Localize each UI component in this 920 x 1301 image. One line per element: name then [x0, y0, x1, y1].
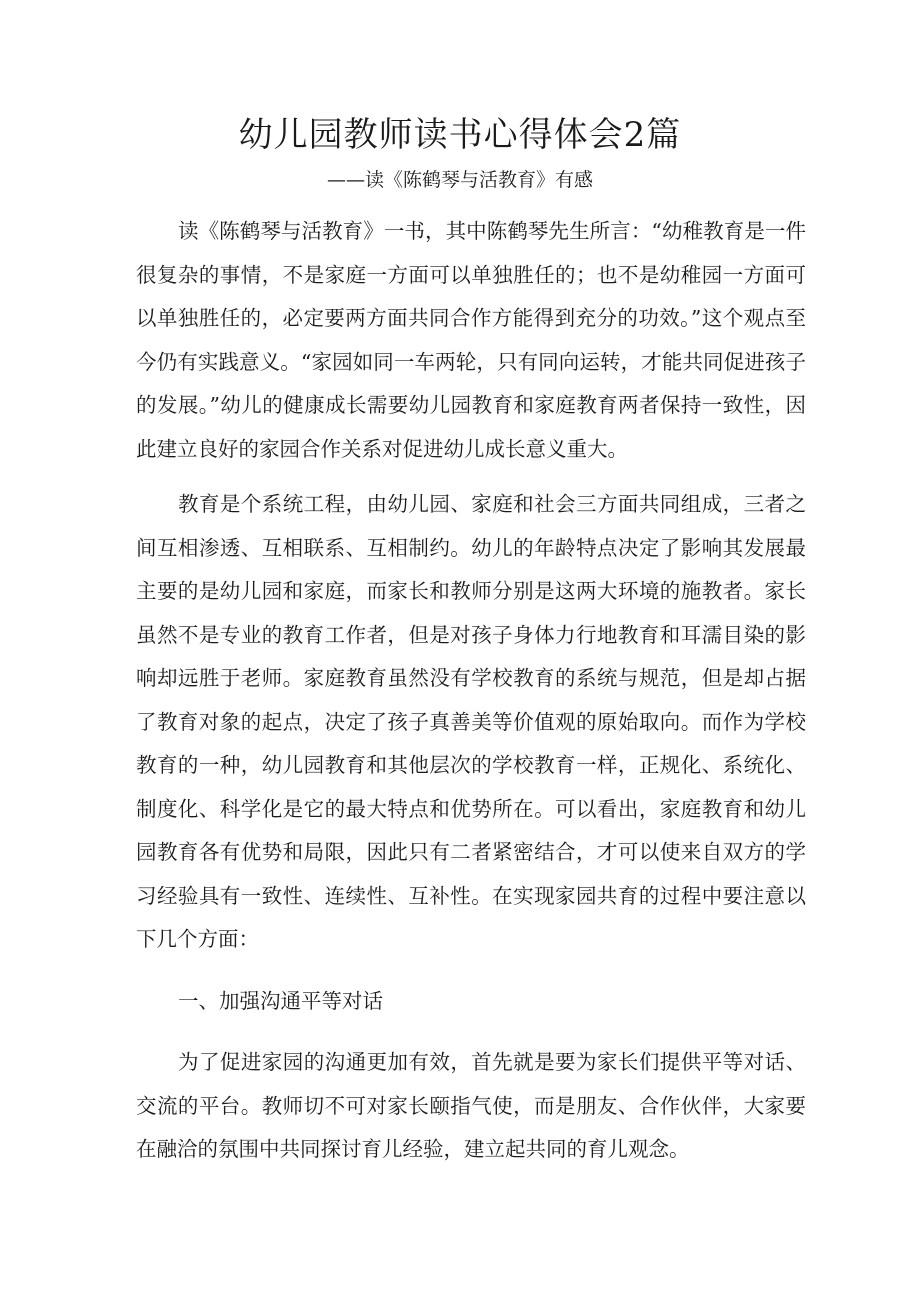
paragraph-intro: 读《陈鹤琴与活教育》一书，其中陈鹤琴先生所言：“幼稚教育是一件很复杂的事情，不是家庭一方面可以单独胜任的；也不是幼稚园一方面可以单独胜任的，必定要两方面共同合作方能得到充分的功效。”这个观点至今仍有实践意义。“家园如同一车两轮，只有同向运转，才能共同促进孩子的发展。”幼儿的健康成长需要幼儿园教育和家庭教育两者保持一致性，因此建立良好的家园合作关系对促进幼儿成长意义重大。 — [136, 219, 806, 461]
document-body — [136, 210, 806, 1172]
document-subtitle: ——读《陈鹤琴与活教育》有感 — [326, 169, 593, 191]
paragraph-communication: 为了促进家园的沟通更加有效，首先就是要为家长们提供平等对话、交流的平台。教师切不可对家长颐指气使，而是朋友、合作伙伴，大家要在融洽的氛围中共同探讨育儿经验，建立起共同的育儿观念。 — [136, 1050, 806, 1161]
paragraph-system: 教育是个系统工程，由幼儿园、家庭和社会三方面共同组成，三者之间互相渗透、互相联系、互相制约。幼儿的年龄特点决定了影响其发展最主要的是幼儿园和家庭，而家长和教师分别是这两大环境的施教者。家长虽然不是专业的教育工作者，但是对孩子身体力行地教育和耳濡目染的影响却远胜于老师。家庭教育虽然没有学校教育的系统与规范，但是却占据了教育对象的起点，决定了孩子真善美等价值观的原始取向。而作为学校教育的一种，幼儿园教育和其他层次的学校教育一样，正规化、系统化、制度化、科学化是它的最大特点和优势所在。可以看出，家庭教育和幼儿园教育各有优势和局限，因此只有二者紧密结合，才可以使来自双方的学习经验具有一致性、连续性、互补性。在实现家园共育的过程中要注意以下几个方面： — [136, 492, 806, 951]
document-title: 幼儿园教师读书心得体会2篇 — [238, 115, 682, 155]
section-heading: 一、加强沟通平等对话 — [178, 988, 383, 1013]
